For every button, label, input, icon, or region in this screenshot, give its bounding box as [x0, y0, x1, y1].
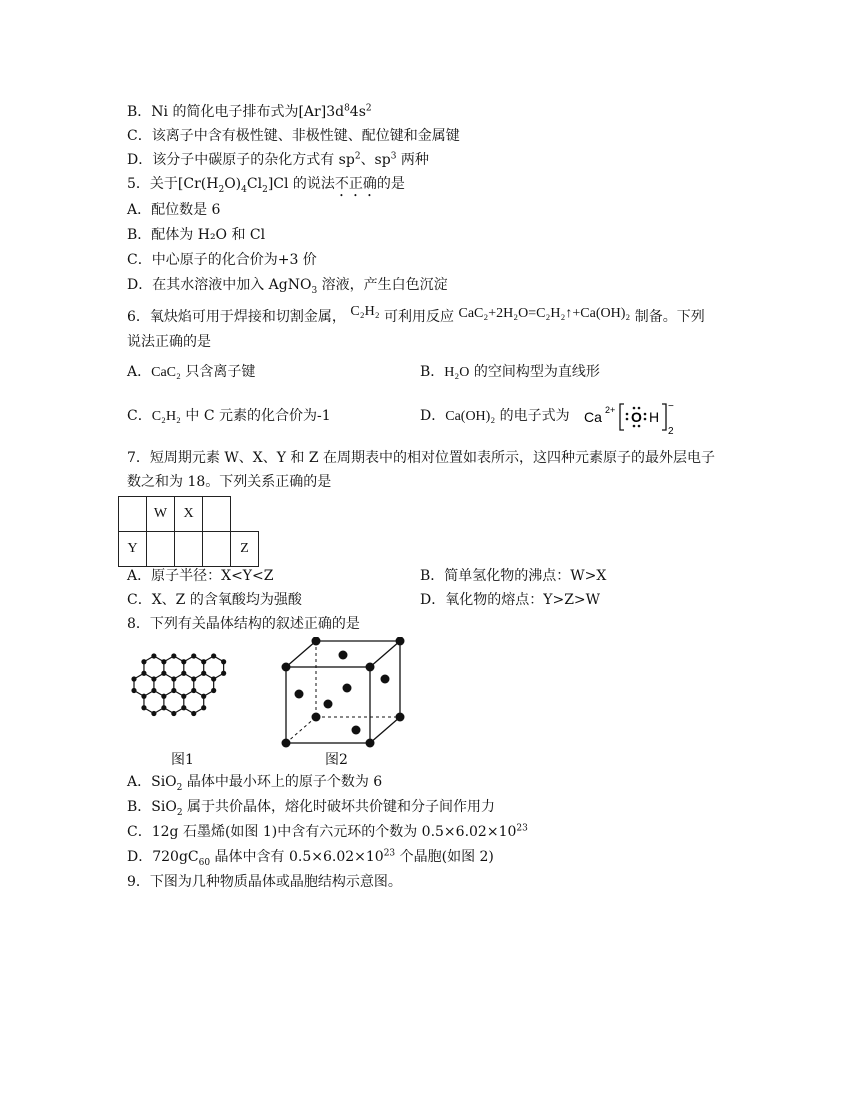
q6-stem-line1: 6．氧炔焰可用于焊接和切割金属， C₂H₂ 可利用反应 CaC₂+2H₂O=C₂H₂↑+Ca(OH)₂ 制备。下列 — [127, 304, 705, 325]
carbon-atom — [151, 676, 156, 681]
q7-stem-line1: 7．短周期元素 W、X、Y 和 Z 在周期表中的相对位置如表所示，这四种元素原子的最外层电子 — [127, 450, 716, 466]
carbon-atom — [191, 711, 196, 716]
q9-stem: 9．下图为几种物质晶体或晶胞结构示意图。 — [127, 874, 402, 890]
carbon-atom — [151, 653, 156, 658]
fcc-unit-cell-figure — [278, 637, 408, 749]
carbon-atom — [211, 653, 216, 658]
carbon-atom — [141, 671, 146, 676]
carbon-atom — [141, 659, 146, 664]
q4-option-b: B．Ni 的简化电子排布式为$[Ar]3d^84s^2$ — [127, 103, 372, 120]
q7-option-d: D．氧化物的熔点：Y>Z>W — [420, 592, 601, 608]
ed-minus: − — [668, 401, 674, 412]
carbon-atom — [191, 688, 196, 693]
carbon-atom — [201, 659, 206, 664]
q6-option-d: D．Ca(OH)₂ 的电子式为 — [420, 408, 570, 424]
carbon-atom — [201, 694, 206, 699]
carbon-atom — [131, 676, 136, 681]
figure2-label: 图2 — [325, 752, 348, 768]
carbon-atom — [171, 688, 176, 693]
q6-stem-line2: 说法正确的是 — [127, 334, 211, 350]
cell-z: Z — [231, 532, 259, 567]
carbon-atom — [161, 705, 166, 710]
cell — [147, 532, 175, 567]
carbon-atom — [161, 694, 166, 699]
carbon-atom — [211, 688, 216, 693]
q5-option-a: A．配位数是 6 — [127, 202, 221, 218]
q8-option-a: A．SiO$_2$ 晶体中最小环上的原子个数为 6 — [127, 774, 383, 793]
ed-charge: 2+ — [605, 405, 616, 415]
cell — [119, 497, 147, 532]
q8-option-c: C．12g 石墨烯(如图 1)中含有六元环的个数为 $0.5\times 6.02\times 10^{23}$ — [127, 823, 528, 840]
left-bracket — [620, 404, 624, 430]
q5-stem: 5．关于$[Cr(H_2O)_4Cl_2]Cl$ 的说法不正确的是 — [127, 176, 405, 195]
formula-c2h2: C₂H₂ — [350, 304, 380, 319]
carbon-atom — [171, 676, 176, 681]
carbon-atom — [161, 671, 166, 676]
emphasis-not-correct: 不正确 — [334, 176, 377, 192]
carbon-atom — [191, 676, 196, 681]
right-bracket — [662, 404, 666, 430]
cell-w: W — [147, 497, 175, 532]
q7-option-a: A．原子半径：X<Y<Z — [127, 568, 274, 584]
q8-option-b: B．SiO$_2$ 属于共价晶体，熔化时破坏共价键和分子间作用力 — [127, 799, 496, 818]
carbon-atom — [181, 694, 186, 699]
q7-option-c: C．X、Z 的含氧酸均为强酸 — [127, 592, 302, 608]
cell — [175, 532, 203, 567]
formula-reaction: CaC₂+2H₂O=C₂H₂↑+Ca(OH)₂ — [458, 306, 631, 321]
electron-dot-formula — [584, 398, 694, 438]
cell — [203, 497, 231, 532]
figure1-label: 图1 — [171, 752, 194, 768]
carbon-atom — [151, 711, 156, 716]
q4-option-c: C．该离子中含有极性键、非极性键、配位键和金属键 — [127, 128, 460, 144]
q5-option-d: D．在其水溶液中加入 AgNO$_3$ 溶液，产生白色沉淀 — [127, 277, 448, 296]
carbon-atom — [221, 671, 226, 676]
q5-option-b: B．配体为 H₂O 和 Cl — [127, 227, 266, 243]
q4-option-d: D．该分子中碳原子的杂化方式有 $sp^2$、$sp^3$ 两种 — [127, 151, 429, 168]
carbon-atom — [181, 659, 186, 664]
q7-stem-line2: 数之和为 18。下列关系正确的是 — [127, 474, 332, 490]
carbon-atom — [221, 659, 226, 664]
carbon-atom — [181, 705, 186, 710]
cell-y: Y — [119, 532, 147, 567]
carbon-atom — [201, 705, 206, 710]
q6-option-c: C．C₂H₂ 中 C 元素的化合价为-1 — [127, 408, 331, 424]
q6-option-a: A．CaC₂ 只含离子键 — [127, 364, 256, 380]
periodic-table-fragment — [118, 496, 259, 567]
carbon-atom — [171, 653, 176, 658]
ed-ca: Ca — [584, 409, 602, 425]
carbon-atom — [191, 653, 196, 658]
q7-option-b: B．简单氢化物的沸点：W>X — [420, 568, 607, 584]
carbon-atom — [141, 705, 146, 710]
cell — [203, 532, 231, 567]
carbon-atom — [161, 659, 166, 664]
carbon-atom — [171, 711, 176, 716]
carbon-atom — [151, 688, 156, 693]
carbon-atom — [211, 676, 216, 681]
q5-option-c: C．中心原子的化合价为+3 价 — [127, 252, 317, 268]
cell-x: X — [175, 497, 203, 532]
carbon-atom — [181, 671, 186, 676]
ed-subscript: 2 — [668, 426, 674, 437]
q8-option-d: D．$720gC_{60}$ 晶体中含有 $0.5\times 6.02\times 10^{23}$ 个晶胞(如图 2) — [127, 848, 494, 868]
ed-hydrogen: H — [649, 409, 660, 425]
graphene-figure — [124, 640, 264, 750]
ed-oxygen: O — [631, 409, 642, 425]
q8-stem: 8．下列有关晶体结构的叙述正确的是 — [127, 616, 360, 632]
carbon-atom — [141, 694, 146, 699]
carbon-atom — [201, 671, 206, 676]
carbon-atom — [131, 688, 136, 693]
q6-option-b: B．H₂O 的空间构型为直线形 — [420, 364, 600, 380]
